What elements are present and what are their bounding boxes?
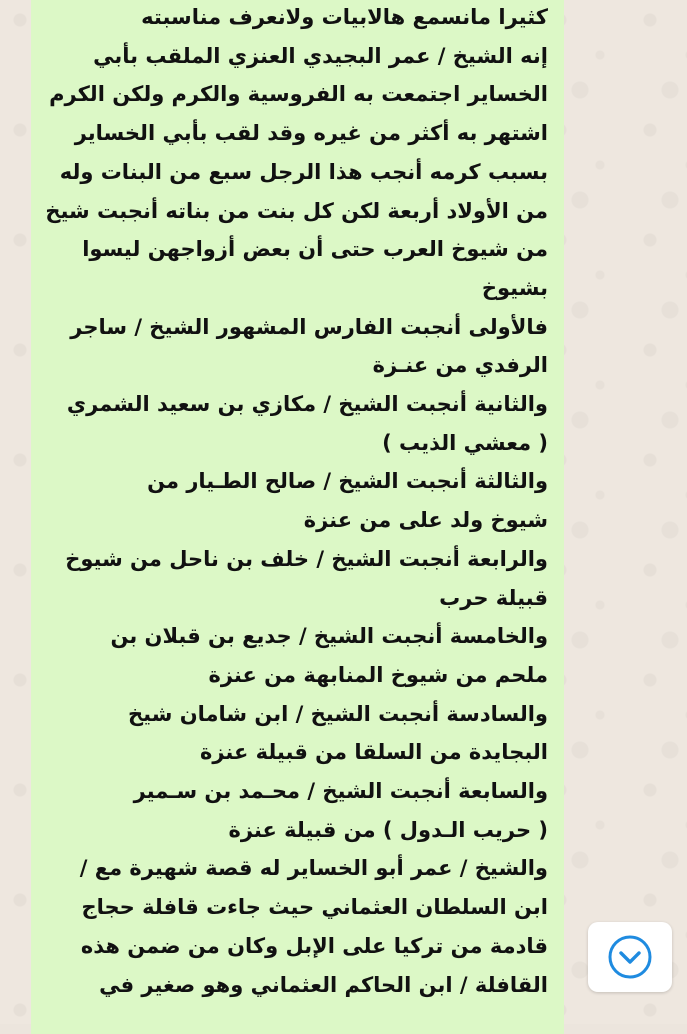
message-line: والسابعة أنجبت الشيخ / محـمد بن سـمير	[133, 779, 548, 804]
message-line: بسبب كرمه أنجب هذا الرجل سبع من البنات وله	[59, 159, 548, 184]
message-line: والثالثة أنجبت الشيخ / صالح الطـيار من	[147, 469, 548, 494]
message-line: شيوخ ولد على من عنزة	[303, 508, 548, 533]
message-line: والثانية أنجبت الشيخ / مكازي بن سعيد الشمري	[66, 392, 548, 417]
message-bubble[interactable]	[31, 0, 564, 1034]
message-line: والشيخ / عمر أبو الخساير له قصة شهيرة مع /	[79, 856, 548, 881]
message-line: الرفدي من عنـزة	[372, 353, 548, 378]
message-line: إنه الشيخ / عمر البجيدي العنزي الملقب بأبي	[93, 43, 548, 68]
message-line: القافلة / ابن الحاكم العثماني وهو صغير في	[99, 972, 548, 997]
message-line: والرابعة أنجبت الشيخ / خلف بن ناحل من شيوخ	[65, 546, 548, 571]
message-line: البجايدة من السلقا من قبيلة عنزة	[199, 740, 548, 765]
message-line: من الأولاد أربعة لكن كل بنت من بناته أنجبت شيخ	[45, 198, 548, 223]
message-text	[43, 0, 548, 1004]
message-line: بشيوخ	[481, 275, 548, 300]
message-line: قبيلة حرب	[439, 585, 548, 610]
chevron-down-icon	[607, 934, 653, 980]
message-line: قادمة من تركيا على الإبل وكان من ضمن هذه	[80, 933, 548, 958]
message-line: اشتهر به أكثر من غيره وقد لقب بأبي الخساير	[74, 121, 548, 146]
message-line: ملحم من شيوخ المنابهة من عنزة	[208, 662, 548, 687]
message-line: ابن السلطان العثماني حيث جاءت قافلة حجاج	[81, 895, 548, 920]
message-line: فالأولى أنجبت الفارس المشهور الشيخ / ساجر	[70, 314, 548, 339]
message-line: ( معشي الذيب )	[382, 430, 548, 455]
message-line: والسادسة أنجبت الشيخ / ابن شامان شيخ	[128, 701, 548, 726]
scroll-to-bottom-button[interactable]	[588, 922, 672, 992]
message-line: الخساير اجتمعت به الفروسية والكرم ولكن الكرم	[49, 82, 548, 107]
message-line: والخامسة أنجبت الشيخ / جديع بن قبلان بن	[110, 624, 548, 649]
message-line: كثيرا مانسمع هالابيات ولانعرف مناسبته	[141, 5, 548, 29]
message-line: ( حريب الـدول ) من قبيلة عنزة	[228, 817, 548, 842]
message-line: من شيوخ العرب حتى أن بعض أزواجهن ليسوا	[82, 237, 548, 262]
